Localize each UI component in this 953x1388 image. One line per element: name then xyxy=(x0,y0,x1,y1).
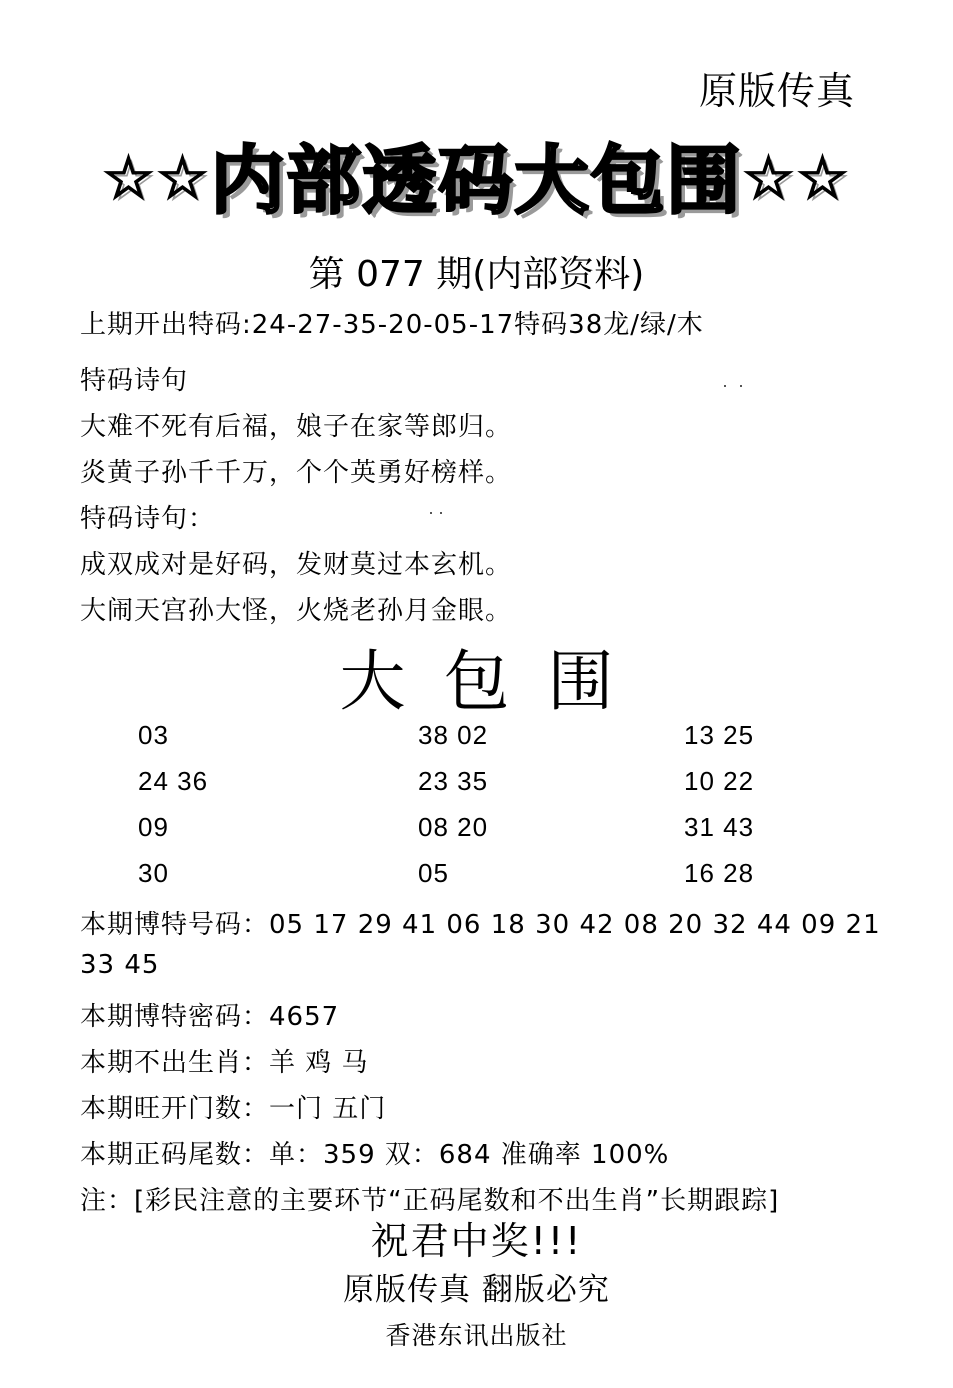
stars-right: ☆☆ xyxy=(742,144,851,212)
top-right-label: 原版传真 xyxy=(698,69,855,113)
title-text: 内部透码大包围 xyxy=(210,138,743,224)
scan-speck xyxy=(440,512,442,514)
grid-cell: 08 20 xyxy=(418,812,489,842)
poem1-line1: 大难不死有后福，娘子在家等郎归。 xyxy=(80,412,513,442)
poem2-label: 特码诗句： xyxy=(80,504,216,534)
grid-cell: 13 25 xyxy=(684,720,755,750)
grid-cell: 16 28 xyxy=(684,858,755,888)
poem1-line2: 炎黄子孙千千万，个个英勇好榜样。 xyxy=(80,458,513,488)
tail-numbers: 本期正码尾数：单：359 双：684 准确率 100% xyxy=(80,1140,670,1170)
grid-cell: 03 xyxy=(138,720,169,750)
publisher: 香港东讯出版社 xyxy=(385,1321,568,1350)
issue-number: 第 077 期(内部资料) xyxy=(308,254,645,295)
stars-left: ☆☆ xyxy=(102,144,211,212)
congrats-text: 祝君中奖!!! xyxy=(370,1219,583,1263)
main-title xyxy=(0,122,953,228)
scan-speck xyxy=(724,385,726,387)
big-heading: 大包围 xyxy=(339,643,652,720)
poem2-line2: 大闹天宫孙大怪，火烧老孙月金眼。 xyxy=(80,596,513,626)
note: 注：[彩民注意的主要环节“正码尾数和不出生肖”长期跟踪] xyxy=(80,1186,780,1216)
grid-cell: 24 36 xyxy=(138,766,209,796)
special-numbers: 本期博特号码：05 17 29 41 06 18 30 42 08 20 32 44 09 21 xyxy=(80,910,881,940)
grid-cell: 23 35 xyxy=(418,766,489,796)
grid-cell: 05 xyxy=(418,858,449,888)
grid-cell: 10 22 xyxy=(684,766,755,796)
lucky-doors: 本期旺开门数：一门 五门 xyxy=(80,1094,387,1124)
grid-cell: 09 xyxy=(138,812,169,842)
grid-cell: 31 43 xyxy=(684,812,755,842)
poem1-label: 特码诗句 xyxy=(80,366,189,396)
secret-code: 本期博特密码：4657 xyxy=(80,1002,340,1032)
special-numbers-cont: 33 45 xyxy=(80,950,160,980)
grid-cell: 30 xyxy=(138,858,169,888)
last-issue-result: 上期开出特码:24-27-35-20-05-17特码38龙/绿/木 xyxy=(80,310,704,340)
scan-speck xyxy=(430,512,432,514)
fax-note: 原版传真 翻版必究 xyxy=(343,1272,610,1308)
poem2-line1: 成双成对是好码，发财莫过本玄机。 xyxy=(80,550,513,580)
scan-speck xyxy=(740,385,742,387)
no-zodiac: 本期不出生肖：羊 鸡 马 xyxy=(80,1048,369,1078)
grid-cell: 38 02 xyxy=(418,720,489,750)
